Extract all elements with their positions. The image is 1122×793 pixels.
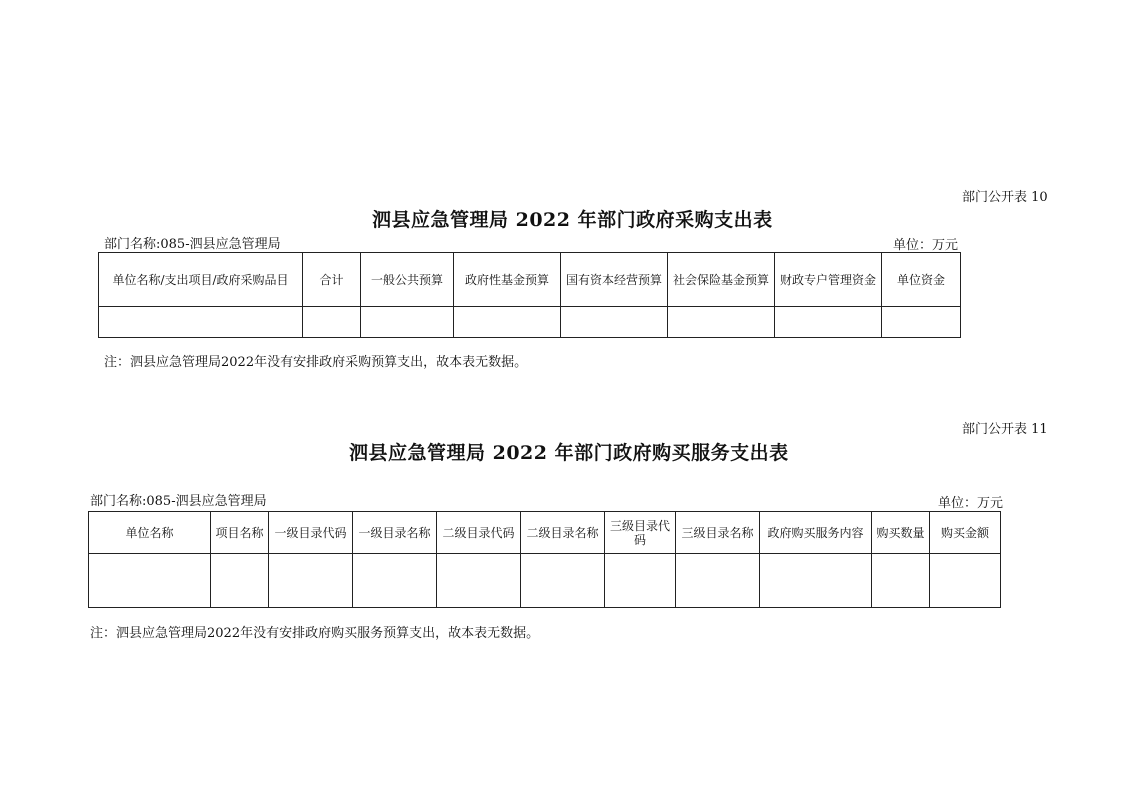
table10 <box>98 252 961 338</box>
table11-tag: 部门公开表 11 <box>962 422 1048 437</box>
table11-header: 政府购买服务内容 <box>760 512 872 554</box>
table10-header: 政府性基金预算 <box>454 253 561 307</box>
table10-cell <box>303 307 361 338</box>
table11-cell <box>872 554 930 608</box>
table10-cell <box>454 307 561 338</box>
table11-cell <box>605 554 676 608</box>
table11-cell <box>760 554 872 608</box>
table11-header: 购买金额 <box>930 512 1001 554</box>
table10-dept: 部门名称:085-泗县应急管理局 <box>104 237 281 252</box>
table10-header-row <box>99 253 961 307</box>
table11-header: 项目名称 <box>211 512 269 554</box>
table11-title: 泗县应急管理局 2022 年部门政府购买服务支出表 <box>349 442 789 464</box>
table10-cell <box>882 307 961 338</box>
table11-header-row <box>89 512 1001 554</box>
table10-header: 一般公共预算 <box>361 253 454 307</box>
table11-header: 一级目录名称 <box>353 512 437 554</box>
table11-dept: 部门名称:085-泗县应急管理局 <box>90 494 267 509</box>
table11-header: 购买数量 <box>872 512 930 554</box>
table11-cell <box>269 554 353 608</box>
table10-tag: 部门公开表 10 <box>962 190 1048 205</box>
table10-empty-row <box>99 307 961 338</box>
table11-cell <box>676 554 760 608</box>
table10-unit: 单位：万元 <box>893 238 959 253</box>
table10-header: 单位名称/支出项目/政府采购品目 <box>99 253 303 307</box>
table10-cell <box>99 307 303 338</box>
table10-title: 泗县应急管理局 2022 年部门政府采购支出表 <box>372 209 773 231</box>
table11-header: 二级目录名称 <box>521 512 605 554</box>
table10-header: 社会保险基金预算 <box>668 253 775 307</box>
table10-note: 注：泗县应急管理局2022年没有安排政府采购预算支出，故本表无数据。 <box>104 355 528 370</box>
table11-cell <box>211 554 269 608</box>
table11-cell <box>89 554 211 608</box>
table11-empty-row <box>89 554 1001 608</box>
table11-header: 二级目录代码 <box>437 512 521 554</box>
table11-cell <box>521 554 605 608</box>
table11-header: 一级目录代码 <box>269 512 353 554</box>
table10-cell <box>361 307 454 338</box>
table11-header: 单位名称 <box>89 512 211 554</box>
table10-cell <box>775 307 882 338</box>
table11-unit: 单位：万元 <box>938 496 1004 511</box>
table10-cell <box>561 307 668 338</box>
table11-cell <box>437 554 521 608</box>
table11 <box>88 511 1001 608</box>
table10-header: 单位资金 <box>882 253 961 307</box>
table11-cell <box>353 554 437 608</box>
table10-header: 合计 <box>303 253 361 307</box>
table11-header: 三级目录名称 <box>676 512 760 554</box>
table10-cell <box>668 307 775 338</box>
table11-cell <box>930 554 1001 608</box>
table10-header: 财政专户管理资金 <box>775 253 882 307</box>
table10-header: 国有资本经营预算 <box>561 253 668 307</box>
table11-note: 注：泗县应急管理局2022年没有安排政府购买服务预算支出，故本表无数据。 <box>90 626 540 641</box>
table11-header: 三级目录代码 <box>605 512 676 554</box>
